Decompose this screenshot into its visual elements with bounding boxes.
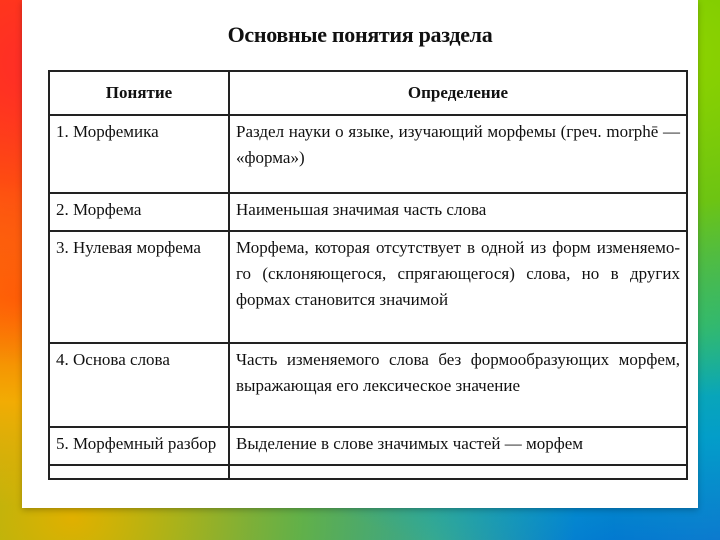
definition-cell: Выделение в слове значимых частей — морфем [229,427,687,465]
table-row-empty [49,465,687,479]
slide-card [22,0,698,508]
header-definition: Определение [229,71,687,115]
definition-cell: Морфема, которая отсутствует в одной из форм изменяемо-го (склоняющегося, спрягающегося) слова, но в других формах становится значимой [229,231,687,343]
empty-cell [49,465,229,479]
term-cell: 2. Морфема [49,193,229,231]
term-cell: 1. Морфемика [49,115,229,193]
table-row [49,343,687,427]
term-cell: 5. Морфемный разбор [49,427,229,465]
table-row [49,193,687,231]
term-cell: 4. Основа слова [49,343,229,427]
header-term: Понятие [49,71,229,115]
term-cell: 3. Нулевая морфема [49,231,229,343]
table-row [49,115,687,193]
table-row [49,427,687,465]
definition-cell: Часть изменяемого слова без формообразующих морфем, выражающая его лексическое значение [229,343,687,427]
concepts-table [48,70,688,480]
table-row [49,231,687,343]
table-header-row [49,71,687,115]
slide-title: Основные понятия раздела [227,22,493,47]
empty-cell [229,465,687,479]
definition-cell: Наименьшая значимая часть слова [229,193,687,231]
definition-cell: Раздел науки о языке, изучающий морфемы (греч. morphē — «форма») [229,115,687,193]
